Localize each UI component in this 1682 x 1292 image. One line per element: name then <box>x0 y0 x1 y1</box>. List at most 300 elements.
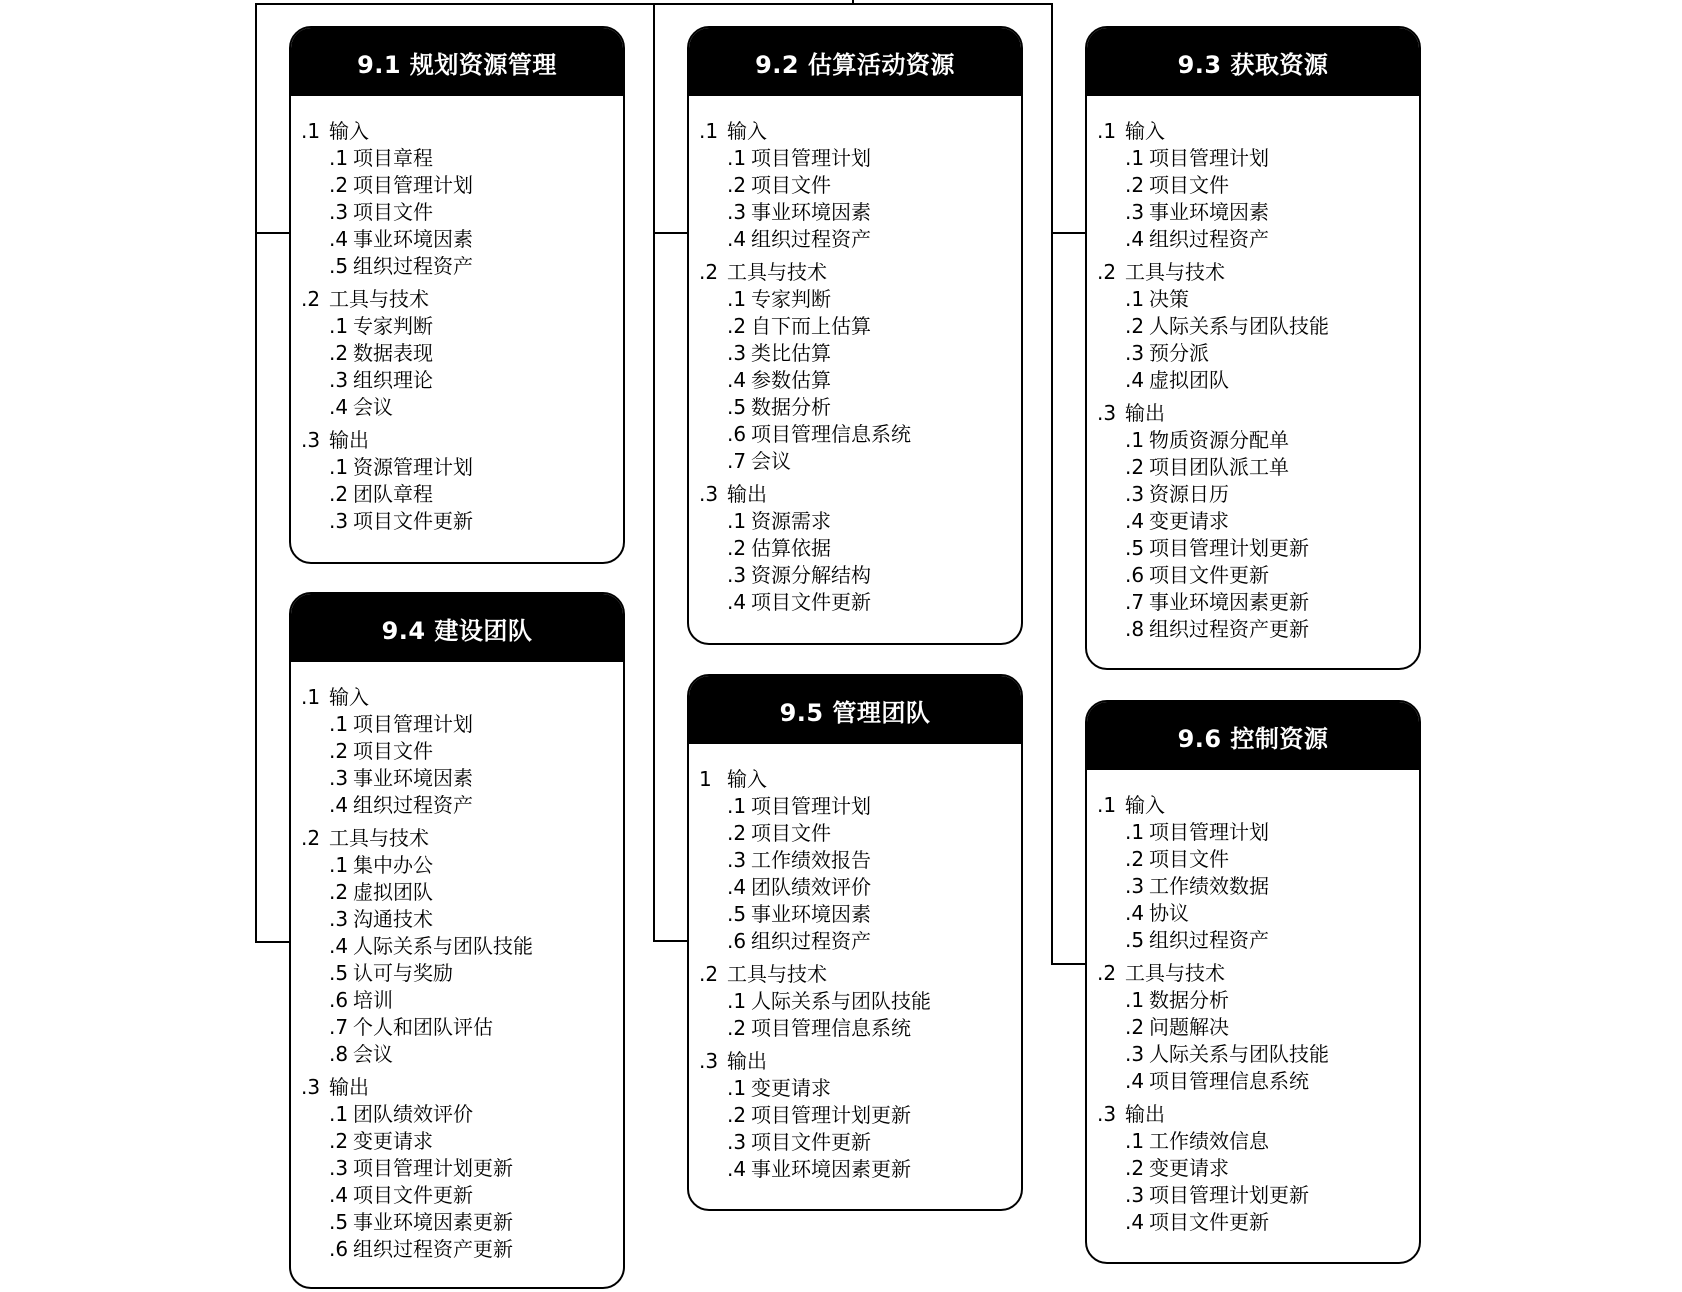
item-number: .2 <box>1125 455 1145 479</box>
list-item <box>699 589 1011 616</box>
section <box>1097 259 1409 394</box>
item-label: 组织过程资产更新 <box>1149 617 1309 641</box>
item-number: .4 <box>1125 1069 1145 1093</box>
list-item <box>301 765 613 792</box>
connector-right-tick-9-3 <box>1051 232 1087 234</box>
list-item <box>1097 819 1409 846</box>
item-number: .1 <box>1125 287 1145 311</box>
section-number: .3 <box>301 1075 321 1099</box>
process-title: 9.6 控制资源 <box>1087 702 1419 770</box>
item-label: 团队绩效评价 <box>353 1102 473 1126</box>
item-number: .2 <box>727 173 747 197</box>
item-label: 项目管理计划更新 <box>353 1156 513 1180</box>
item-label: 问题解决 <box>1149 1015 1229 1039</box>
item-number: .1 <box>1125 428 1145 452</box>
item-number: .2 <box>329 880 349 904</box>
item-label: 组织过程资产 <box>353 793 473 817</box>
item-number: .1 <box>329 1102 349 1126</box>
item-label: 事业环境因素 <box>751 200 871 224</box>
section <box>301 286 613 421</box>
item-number: .6 <box>1125 563 1145 587</box>
list-item <box>1097 199 1409 226</box>
section-heading <box>1097 259 1409 286</box>
list-item <box>1097 226 1409 253</box>
item-label: 认可与奖励 <box>353 961 453 985</box>
item-number: .5 <box>329 254 349 278</box>
item-label: 事业环境因素 <box>353 227 473 251</box>
item-label: 组织过程资产 <box>1149 928 1269 952</box>
item-label: 培训 <box>353 988 393 1012</box>
item-number: .7 <box>727 449 747 473</box>
item-number: .8 <box>1125 617 1145 641</box>
item-number: .3 <box>727 563 747 587</box>
item-number: .4 <box>329 395 349 419</box>
section-heading <box>301 286 613 313</box>
list-item <box>301 1155 613 1182</box>
list-item <box>1097 313 1409 340</box>
item-label: 工作绩效报告 <box>751 848 871 872</box>
list-item <box>301 313 613 340</box>
section-label: 工具与技术 <box>727 962 827 986</box>
connector-mid-tick-9-2 <box>653 232 689 234</box>
item-number: .3 <box>1125 341 1145 365</box>
item-label: 组织过程资产 <box>751 929 871 953</box>
item-label: 团队绩效评价 <box>751 875 871 899</box>
section-number: .3 <box>1097 1102 1117 1126</box>
connector-mid-tick-9-5 <box>653 940 689 942</box>
item-label: 项目管理计划 <box>353 712 473 736</box>
item-label: 会议 <box>353 395 393 419</box>
list-item <box>301 226 613 253</box>
list-item <box>301 1209 613 1236</box>
section-number: .1 <box>699 119 719 143</box>
section-number: .3 <box>699 482 719 506</box>
item-number: .2 <box>329 341 349 365</box>
section-label: 输出 <box>1125 401 1165 425</box>
item-number: .3 <box>727 1130 747 1154</box>
item-number: .7 <box>1125 590 1145 614</box>
section-number: .1 <box>301 685 321 709</box>
item-label: 组织过程资产 <box>1149 227 1269 251</box>
list-item <box>301 508 613 535</box>
item-label: 项目文件更新 <box>1149 563 1269 587</box>
list-item <box>699 1156 1011 1183</box>
item-label: 项目管理计划 <box>353 173 473 197</box>
section <box>699 1048 1011 1183</box>
item-label: 项目文件更新 <box>353 509 473 533</box>
item-number: .4 <box>727 368 747 392</box>
item-label: 项目管理信息系统 <box>1149 1069 1309 1093</box>
item-number: .3 <box>727 200 747 224</box>
section-number: .2 <box>1097 961 1117 985</box>
list-item <box>699 367 1011 394</box>
item-number: .1 <box>1125 146 1145 170</box>
process-title: 9.3 获取资源 <box>1087 28 1419 96</box>
section-number: .1 <box>301 119 321 143</box>
item-label: 集中办公 <box>353 853 433 877</box>
list-item <box>1097 616 1409 643</box>
item-label: 工作绩效信息 <box>1149 1129 1269 1153</box>
item-number: .1 <box>1125 1129 1145 1153</box>
list-item <box>301 454 613 481</box>
list-item <box>1097 1209 1409 1236</box>
section-label: 输出 <box>329 1075 369 1099</box>
list-item <box>1097 145 1409 172</box>
item-label: 团队章程 <box>353 482 433 506</box>
list-item <box>301 481 613 508</box>
item-label: 组织过程资产 <box>751 227 871 251</box>
item-number: .3 <box>1125 874 1145 898</box>
list-item <box>699 226 1011 253</box>
item-label: 专家判断 <box>751 287 831 311</box>
list-item <box>699 820 1011 847</box>
process-box-9-6 <box>1085 700 1421 1264</box>
item-number: .6 <box>329 1237 349 1261</box>
list-item <box>1097 1014 1409 1041</box>
item-number: .4 <box>329 227 349 251</box>
list-item <box>301 1182 613 1209</box>
item-number: .5 <box>727 902 747 926</box>
section-heading <box>301 118 613 145</box>
item-label: 估算依据 <box>751 536 831 560</box>
item-number: .3 <box>329 200 349 224</box>
item-label: 人际关系与团队技能 <box>1149 314 1329 338</box>
section-number: .3 <box>301 428 321 452</box>
item-label: 事业环境因素更新 <box>1149 590 1309 614</box>
item-label: 数据分析 <box>751 395 831 419</box>
item-number: .1 <box>727 989 747 1013</box>
section-number: .2 <box>1097 260 1117 284</box>
section <box>699 259 1011 475</box>
list-item <box>699 874 1011 901</box>
item-number: .4 <box>1125 368 1145 392</box>
list-item <box>699 1075 1011 1102</box>
list-item <box>1097 454 1409 481</box>
list-item <box>699 1129 1011 1156</box>
list-item <box>1097 1041 1409 1068</box>
item-number: .2 <box>1125 173 1145 197</box>
item-number: .8 <box>329 1042 349 1066</box>
list-item <box>301 1101 613 1128</box>
list-item <box>1097 562 1409 589</box>
item-label: 项目管理计划更新 <box>1149 1183 1309 1207</box>
connector-left-tick-9-1 <box>255 232 291 234</box>
section-label: 输入 <box>1125 119 1165 143</box>
list-item <box>699 145 1011 172</box>
item-number: .3 <box>727 848 747 872</box>
process-title: 9.1 规划资源管理 <box>291 28 623 96</box>
item-label: 项目文件 <box>353 739 433 763</box>
list-item <box>301 253 613 280</box>
section-label: 输出 <box>727 482 767 506</box>
item-label: 人际关系与团队技能 <box>751 989 931 1013</box>
list-item <box>699 340 1011 367</box>
section <box>301 118 613 280</box>
item-label: 项目文件更新 <box>1149 1210 1269 1234</box>
item-label: 项目管理信息系统 <box>751 1016 911 1040</box>
item-label: 预分派 <box>1149 341 1209 365</box>
list-item <box>699 1102 1011 1129</box>
section-heading <box>699 118 1011 145</box>
section-label: 输出 <box>329 428 369 452</box>
item-number: .3 <box>1125 200 1145 224</box>
process-body <box>689 744 1021 1183</box>
item-label: 类比估算 <box>751 341 831 365</box>
list-item <box>699 535 1011 562</box>
section-label: 工具与技术 <box>727 260 827 284</box>
section-heading <box>699 766 1011 793</box>
process-box-9-5 <box>687 674 1023 1211</box>
section-heading <box>699 961 1011 988</box>
item-label: 组织过程资产 <box>353 254 473 278</box>
item-number: .6 <box>727 422 747 446</box>
section-number: .2 <box>699 260 719 284</box>
section <box>699 118 1011 253</box>
section-heading <box>699 1048 1011 1075</box>
list-item <box>301 394 613 421</box>
connector-left-vertical <box>255 3 257 943</box>
connector-right-tick-9-6 <box>1051 963 1087 965</box>
section-label: 输出 <box>727 1049 767 1073</box>
section-label: 工具与技术 <box>1125 961 1225 985</box>
item-label: 事业环境因素更新 <box>353 1210 513 1234</box>
item-number: .2 <box>727 1016 747 1040</box>
item-number: .4 <box>727 590 747 614</box>
list-item <box>1097 1068 1409 1095</box>
item-number: .1 <box>329 146 349 170</box>
item-label: 事业环境因素 <box>1149 200 1269 224</box>
item-number: .2 <box>1125 847 1145 871</box>
item-label: 数据分析 <box>1149 988 1229 1012</box>
item-label: 资源日历 <box>1149 482 1229 506</box>
section-heading <box>699 259 1011 286</box>
item-label: 会议 <box>353 1042 393 1066</box>
item-number: .2 <box>1125 314 1145 338</box>
item-label: 事业环境因素 <box>353 766 473 790</box>
list-item <box>1097 873 1409 900</box>
list-item <box>699 988 1011 1015</box>
list-item <box>301 933 613 960</box>
item-label: 项目管理计划 <box>751 794 871 818</box>
list-item <box>301 960 613 987</box>
section <box>1097 960 1409 1095</box>
item-number: .5 <box>1125 928 1145 952</box>
section-number: 1 <box>699 767 712 791</box>
process-body <box>291 662 623 1263</box>
item-label: 项目章程 <box>353 146 433 170</box>
process-box-9-1 <box>289 26 625 564</box>
item-number: .5 <box>329 961 349 985</box>
item-label: 项目团队派工单 <box>1149 455 1289 479</box>
list-item <box>1097 508 1409 535</box>
item-label: 虚拟团队 <box>353 880 433 904</box>
list-item <box>1097 481 1409 508</box>
process-body <box>1087 770 1419 1236</box>
process-body <box>1087 96 1419 643</box>
list-item <box>301 199 613 226</box>
process-title: 9.2 估算活动资源 <box>689 28 1021 96</box>
item-label: 项目文件更新 <box>353 1183 473 1207</box>
list-item <box>1097 846 1409 873</box>
list-item <box>1097 340 1409 367</box>
connector-top-stub <box>852 0 854 5</box>
item-label: 物质资源分配单 <box>1149 428 1289 452</box>
item-number: .1 <box>727 146 747 170</box>
item-label: 组织理论 <box>353 368 433 392</box>
item-number: .1 <box>329 314 349 338</box>
process-body <box>689 96 1021 616</box>
list-item <box>699 313 1011 340</box>
list-item <box>699 286 1011 313</box>
list-item <box>301 145 613 172</box>
item-number: .4 <box>329 934 349 958</box>
item-label: 人际关系与团队技能 <box>1149 1042 1329 1066</box>
item-label: 项目文件 <box>1149 847 1229 871</box>
section-heading <box>699 481 1011 508</box>
section <box>301 684 613 819</box>
item-number: .3 <box>329 766 349 790</box>
section <box>699 766 1011 955</box>
item-label: 项目管理计划 <box>1149 820 1269 844</box>
item-label: 项目文件 <box>1149 173 1229 197</box>
list-item <box>699 394 1011 421</box>
section-label: 输入 <box>727 119 767 143</box>
item-number: .3 <box>329 1156 349 1180</box>
section-heading <box>1097 118 1409 145</box>
connector-right-vertical <box>1051 3 1053 965</box>
list-item <box>699 448 1011 475</box>
list-item <box>301 852 613 879</box>
list-item <box>699 199 1011 226</box>
item-label: 事业环境因素更新 <box>751 1157 911 1181</box>
list-item <box>1097 172 1409 199</box>
item-label: 变更请求 <box>1149 1156 1229 1180</box>
list-item <box>699 928 1011 955</box>
list-item <box>1097 1182 1409 1209</box>
list-item <box>301 906 613 933</box>
item-number: .2 <box>727 314 747 338</box>
item-number: .3 <box>727 341 747 365</box>
item-number: .2 <box>727 821 747 845</box>
item-number: .4 <box>1125 901 1145 925</box>
list-item <box>1097 427 1409 454</box>
item-number: .4 <box>1125 509 1145 533</box>
item-number: .1 <box>329 712 349 736</box>
list-item <box>1097 535 1409 562</box>
section-heading <box>1097 960 1409 987</box>
item-label: 事业环境因素 <box>751 902 871 926</box>
section <box>699 961 1011 1042</box>
section-label: 输入 <box>329 685 369 709</box>
item-label: 专家判断 <box>353 314 433 338</box>
item-label: 协议 <box>1149 901 1189 925</box>
item-label: 项目管理计划更新 <box>1149 536 1309 560</box>
item-label: 项目文件 <box>353 200 433 224</box>
list-item <box>301 1128 613 1155</box>
item-number: .1 <box>727 509 747 533</box>
item-number: .4 <box>1125 1210 1145 1234</box>
list-item <box>699 1015 1011 1042</box>
section <box>301 427 613 535</box>
item-number: .1 <box>727 1076 747 1100</box>
item-number: .2 <box>329 173 349 197</box>
list-item <box>1097 900 1409 927</box>
list-item <box>699 421 1011 448</box>
item-number: .3 <box>329 907 349 931</box>
item-number: .4 <box>727 1157 747 1181</box>
section-label: 工具与技术 <box>329 287 429 311</box>
section-heading <box>1097 792 1409 819</box>
section-heading <box>301 825 613 852</box>
item-label: 资源管理计划 <box>353 455 473 479</box>
section-heading <box>301 684 613 711</box>
item-number: .4 <box>727 875 747 899</box>
item-number: .2 <box>329 739 349 763</box>
list-item <box>699 793 1011 820</box>
connector-mid-vertical <box>653 3 655 941</box>
list-item <box>699 847 1011 874</box>
item-number: .4 <box>329 1183 349 1207</box>
list-item <box>699 562 1011 589</box>
item-label: 资源分解结构 <box>751 563 871 587</box>
item-label: 项目文件 <box>751 173 831 197</box>
item-number: .1 <box>727 794 747 818</box>
list-item <box>301 792 613 819</box>
section-label: 输入 <box>727 767 767 791</box>
section-number: .2 <box>301 287 321 311</box>
process-box-9-3 <box>1085 26 1421 670</box>
list-item <box>1097 927 1409 954</box>
item-label: 工作绩效数据 <box>1149 874 1269 898</box>
list-item <box>1097 1155 1409 1182</box>
item-label: 自下而上估算 <box>751 314 871 338</box>
section-heading <box>301 427 613 454</box>
process-box-9-4 <box>289 592 625 1289</box>
section-label: 工具与技术 <box>1125 260 1225 284</box>
process-body <box>291 96 623 535</box>
item-number: .6 <box>727 929 747 953</box>
section-label: 输出 <box>1125 1102 1165 1126</box>
section <box>1097 1101 1409 1236</box>
section-heading <box>1097 400 1409 427</box>
list-item <box>699 901 1011 928</box>
process-box-9-2 <box>687 26 1023 645</box>
section-label: 输入 <box>1125 793 1165 817</box>
item-label: 变更请求 <box>751 1076 831 1100</box>
list-item <box>301 1014 613 1041</box>
item-number: .2 <box>329 482 349 506</box>
item-number: .5 <box>329 1210 349 1234</box>
item-label: 沟通技术 <box>353 907 433 931</box>
section-number: .1 <box>1097 793 1117 817</box>
item-label: 虚拟团队 <box>1149 368 1229 392</box>
section-number: .3 <box>699 1049 719 1073</box>
item-number: .2 <box>1125 1156 1145 1180</box>
section <box>1097 118 1409 253</box>
list-item <box>1097 286 1409 313</box>
item-number: .1 <box>329 455 349 479</box>
item-number: .2 <box>727 1103 747 1127</box>
item-label: 项目文件 <box>751 821 831 845</box>
item-number: .5 <box>727 395 747 419</box>
item-number: .6 <box>329 988 349 1012</box>
list-item <box>1097 589 1409 616</box>
item-label: 资源需求 <box>751 509 831 533</box>
item-label: 项目文件更新 <box>751 1130 871 1154</box>
section-number: .3 <box>1097 401 1117 425</box>
section <box>1097 792 1409 954</box>
item-number: .4 <box>1125 227 1145 251</box>
